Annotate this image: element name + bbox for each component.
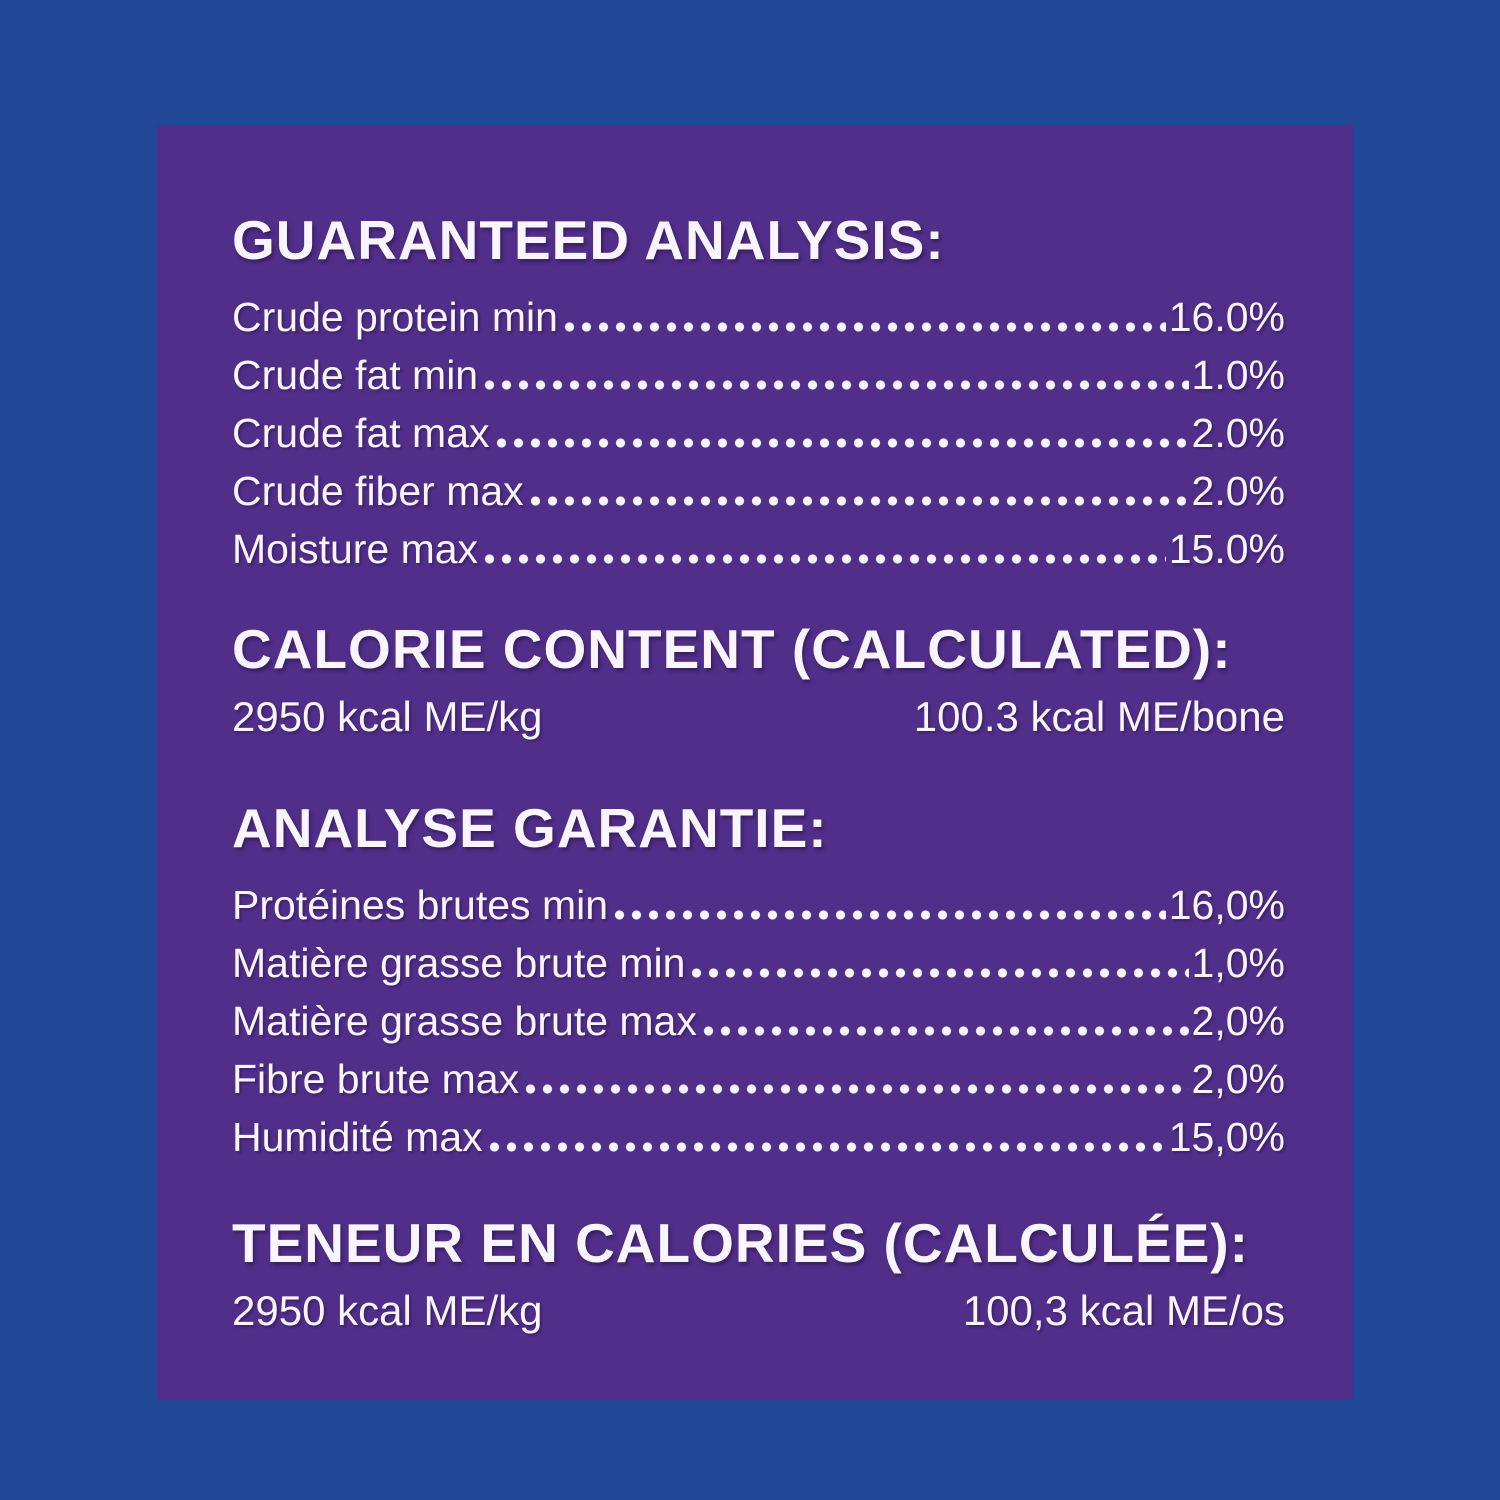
guaranteed-analysis-rows <box>232 282 1285 572</box>
analyse-garantie-heading: ANALYSE GARANTIE: <box>232 797 828 859</box>
dot-leader <box>527 495 1189 507</box>
analysis-row <box>232 1102 1285 1160</box>
dot-leader <box>522 1083 1188 1095</box>
teneur-kcal-per-kg: 2950 kcal ME/kg <box>232 1287 543 1334</box>
guaranteed-analysis-heading: GUARANTEED ANALYSIS: <box>232 209 945 271</box>
analysis-row-label: Fibre brute max <box>232 1055 520 1102</box>
analysis-row-value: 1.0% <box>1191 351 1285 398</box>
analysis-row <box>232 928 1285 986</box>
nutrition-label-panel <box>157 125 1353 1400</box>
analysis-row <box>232 340 1285 398</box>
analysis-row <box>232 870 1285 928</box>
analysis-row-label: Protéines brutes min <box>232 881 609 928</box>
analysis-row-label: Moisture max <box>232 525 479 572</box>
analysis-row <box>232 514 1285 572</box>
analysis-row-label: Matière grasse brute max <box>232 997 697 1044</box>
calorie-kcal-per-bone: 100.3 kcal ME/bone <box>913 693 1285 740</box>
analysis-row-label: Crude fat min <box>232 351 479 398</box>
analyse-garantie-rows <box>232 870 1285 1160</box>
dot-leader <box>486 1141 1166 1153</box>
analysis-row-value: 16.0% <box>1168 293 1285 340</box>
analysis-row-value: 2,0% <box>1191 997 1285 1044</box>
analysis-row <box>232 282 1285 340</box>
section-teneur-en-calories <box>232 1212 1285 1335</box>
analysis-row <box>232 986 1285 1044</box>
calorie-content-values <box>232 693 1285 741</box>
analysis-row-value: 2.0% <box>1191 467 1285 514</box>
analysis-row-value: 15.0% <box>1168 525 1285 572</box>
dot-leader <box>700 1025 1189 1037</box>
analysis-row-value: 16,0% <box>1168 881 1285 928</box>
dot-leader <box>481 379 1188 391</box>
teneur-en-calories-values <box>232 1287 1285 1335</box>
analysis-row-value: 2.0% <box>1191 409 1285 456</box>
analysis-row <box>232 1044 1285 1102</box>
dot-leader <box>481 553 1166 565</box>
analysis-row-value: 2,0% <box>1191 1055 1285 1102</box>
analysis-row-value: 1,0% <box>1191 939 1285 986</box>
section-analyse-garantie <box>232 797 1285 1160</box>
section-guaranteed-analysis <box>232 209 1285 572</box>
analysis-row <box>232 398 1285 456</box>
dot-leader <box>493 437 1189 449</box>
section-calorie-content <box>232 618 1285 741</box>
dot-leader <box>611 909 1166 921</box>
calorie-content-heading: CALORIE CONTENT (CALCULATED): <box>232 618 1232 680</box>
analysis-row-label: Matière grasse brute min <box>232 939 686 986</box>
analysis-row-label: Humidité max <box>232 1113 483 1160</box>
analysis-row-value: 15,0% <box>1168 1113 1285 1160</box>
analysis-row-label: Crude protein min <box>232 293 558 340</box>
teneur-kcal-per-os: 100,3 kcal ME/os <box>962 1287 1285 1334</box>
calorie-kcal-per-kg: 2950 kcal ME/kg <box>232 693 543 740</box>
analysis-row-label: Crude fat max <box>232 409 490 456</box>
teneur-en-calories-heading: TENEUR EN CALORIES (CALCULÉE): <box>232 1212 1249 1274</box>
dot-leader <box>561 321 1166 333</box>
analysis-row-label: Crude fiber max <box>232 467 524 514</box>
analysis-row <box>232 456 1285 514</box>
dot-leader <box>688 967 1188 979</box>
